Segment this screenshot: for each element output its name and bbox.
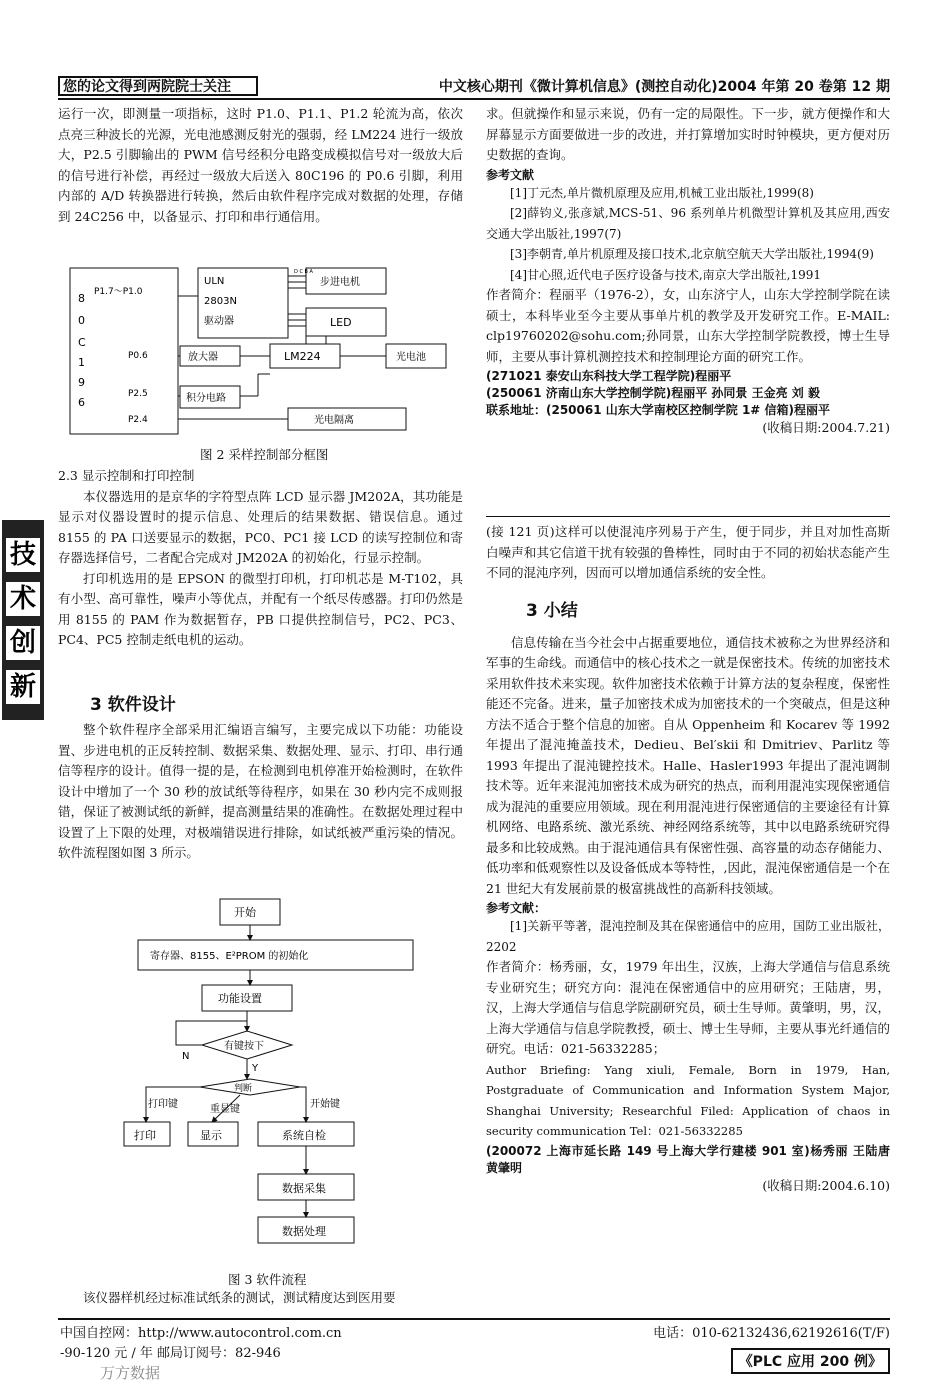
divider [486,516,890,517]
flow-start-key: 开始键 [310,1099,340,1110]
footer-phone: 电话：010-62132436,62192616(T/F) [653,1326,890,1341]
section-2-3-title: 2.3 显示控制和打印控制 [58,468,195,483]
uln-label: 驱动器 [204,316,234,327]
right-bottom-section [486,522,890,1196]
flow-init: 寄存器、8155、E²PROM 的初始化 [150,951,309,962]
left-top-paragraph: 运行一次，即测量一项指标，这时 P1.0、P1.1、P1.2 轮流为高，依次点亮三种波长的光源，光电池感测反射光的强弱，经 LM224 进行一级放大，P2.5 引脚输出的 PWM 信号经积分电路变成模拟信号对一级放大后的信号进行补偿，再经过一级放大后送入 80C196 的 P0.6 引脚，利用内部的 A/D 转换器进行转换，然后由软件程序完成对数据的处理，存储到 24C256 中，以备显示、打印和串行通信用。 [58,106,463,224]
author-bio: 作者简介：杨秀丽，女，1979 年出生，汉族，上海大学通信与信息系统专业研究生；研究方向：混沌在保密通信中的应用研究；王陆唐，男，汉，上海大学通信与信息学院副研究员，硕士生导师。黄肇明，男，汉，上海大学通信与信息学院教授，硕士、博士生导师，主要从事光纤通信的研究。电话：021-56332285； [486,959,890,1056]
paragraph: 本仪器选用的是京华的字符型点阵 LCD 显示器 JM202A，其功能是显示对仪器设置时的提示信息、处理后的结果数据、错误信息。通过 8155 的 PA 口送要显示的数据，PC0、PC1 接 LCD 的读写控制位和寄存器选择信号，二者配合完成对 JM202A 的初始化，行显示控制。 [58,488,463,565]
flow-key: 有键按下 [224,1041,264,1052]
pin-p17: P1.7～P1.0 [94,287,143,297]
flow-print: 打印 [134,1129,156,1142]
flow-n: N [182,1051,190,1062]
pins-label: D C B A [294,269,313,275]
flow-judge: 判断 [234,1084,253,1094]
footer-site: 中国自控网：http://www.autocontrol.com.cn [60,1326,342,1341]
references-title: 参考文献： [486,901,547,915]
side-tab [2,520,44,720]
reference-item: [1]丁元杰,单片微机原理及应用,机械工业出版社,1999(8) [510,185,814,200]
address: (200072 上海市延长路 149 号上海大学行建楼 901 室)杨秀丽 王陆唐 黄肇明 [486,1143,890,1175]
reference-item: [1]关新平等著，混沌控制及其在保密通信中的应用，国防工业出版社，2202 [486,919,890,954]
paragraph: 求。但就操作和显示来说，仍有一定的局限性。下一步，就方便操作和大屏幕显示方面要做进一步的改进，并打算增加实时时钟模块，更方便对历史数据的查询。 [486,106,890,162]
section-3-title: 3 软件设计 [90,695,176,715]
flow-redisplay-key: 重显键 [210,1104,240,1115]
paragraph: (接 121 页)这样可以使混沌序列易于产生，便于同步，并且对加性高斯白噪声和其它信道干扰有较强的鲁棒性，同时由于不同的初始状态能产生不同的混沌序列，因而可以增加通信系统的安全性。 [486,524,890,580]
figure-2-block-diagram [58,262,468,442]
flow-collect: 数据采集 [282,1182,326,1195]
footer-rule [58,1318,890,1320]
iso-label: 光电隔离 [314,415,354,426]
flow-y: Y [252,1063,259,1074]
paragraph: 信息传输在当今社会中占据重要地位，通信技术被称之为世界经济和军事的生命线。而通信中的核心技术之一就是保密技术。传统的加密技术采用软件技术来实现。软件加密技术依赖于计算方法的复杂程度，保密性能还不完备。进来，量子加密技术成为加密技术的一个突破点，但是这种方法不适合于整个信息的加密。自从 Oppenheim 和 Kocarev 等 1992 年提出了混沌掩盖技术，Dedieu、Bel′skii 和 Dmitriev、Parlitz 等 1993 年提出了混沌键控技术。Halle、Hasler1993 年提出了混沌调制技术等。近年来混沌加密技术成为研究的热点，而利用混沌实现保密通信成为混沌的重要应用领域。现在利用混沌进行保密通信的主要途径有计算机网络、电路系统、激光系统、神经网络系统等，其中以电路系统研究得最多和比较成熟。由于混沌通信具有保密性强、高容量的动态存储能力、低功率和低观察性以及设备低成本等特性，,因此，混沌保密通信是一个在 21 世纪大有发展前景的极富挑战性的高新科技领域。 [486,634,890,896]
side-char: 新 [6,670,40,704]
right-top-section [486,104,890,439]
mcu-label: 9 [78,376,85,389]
author-briefing: Author Briefing: Yang xiuli, Female, Born in 1979, Han, Postgraduate of Communication and Information System Major, Shanghai University; Researchful Filed: Application of chaos in security communication Tel：021-56332285 [486,1062,890,1138]
side-char: 术 [6,582,40,616]
section-3-body: 整个软件程序全部采用汇编语言编写，主要完成以下功能：功能设置、步进电机的正反转控制、数据采集、数据处理、显示、打印、串行通信等程序的设计。值得一提的是，在检测到电机停准开始检测时，在软件设计中增加了一个 30 秒的放试纸等待程序，如果在 30 秒内完不成则报错，保证了被测试纸的新鲜，提高测量结果的准确性。在数据处理过程中设置了上下限的处理，对极端错误进行排除，如试纸被严重污染的情况。软件流程图如图 3 所示。 [58,722,463,860]
mcu-label: 8 [78,292,85,305]
reference-item: [2]薛钧义,张彦斌,MCS-51、96 系列单片机微型计算机及其应用,西安交通大学出版社,1997(7) [486,206,890,241]
pin-p25: P2.5 [128,389,148,399]
figure-3-flowchart [110,895,450,1265]
fig2-caption: 图 2 采样控制部分框图 [200,447,329,462]
references-title: 参考文献 [486,167,535,182]
mcu-label: 1 [78,356,85,369]
fig3-caption: 图 3 软件流程 [228,1272,307,1287]
flow-start: 开始 [234,906,256,919]
pin-p24: P2.4 [128,415,148,425]
reference-item: [3]李朝青,单片机原理及接口技术,北京航空航天大学出版社,1994(9) [510,247,874,261]
watermark: 万方数据 [100,1364,161,1382]
address: (271021 泰安山东科技大学工程学院)程丽平 [486,369,732,383]
lm224-label: LM224 [284,350,321,363]
integ-label: 积分电路 [186,393,226,404]
journal-title: 中文核心期刊《微计算机信息》(测控自动化)2004 年第 20 卷第 12 期 [438,79,890,95]
header-banner: 您的论文得到两院院士关注 [58,76,258,96]
received-date: (收稿日期:2004.7.21) [762,420,890,435]
flow-selfcheck: 系统自检 [282,1129,326,1142]
section-title: 3 小结 [526,600,578,621]
received-date: (收稿日期:2004.6.10) [762,1177,890,1193]
mcu-label: 0 [78,314,85,327]
flow-process: 数据处理 [282,1225,326,1238]
flow-display: 显示 [200,1129,222,1142]
section-2-3 [58,466,463,651]
side-char: 技 [6,538,40,572]
amp-label: 放大器 [188,352,218,363]
mcu-label: 6 [78,396,85,409]
cell-label: 光电池 [396,352,426,363]
address: 联系地址：(250061 山东大学南校区控制学院 1# 信箱)程丽平 [486,403,831,417]
flow-setup: 功能设置 [218,992,262,1005]
left-bottom-paragraph: 该仪器样机经过标准试纸条的测试，测试精度达到医用要 [83,1290,396,1305]
pin-p06: P0.6 [128,351,148,361]
uln-label: ULN [204,276,225,287]
uln-label: 2803N [204,296,237,307]
mcu-label: C [78,336,86,349]
reference-item: [4]甘心照,近代电子医疗设备与技术,南京大学出版社,1991 [510,267,821,282]
address: (250061 济南山东大学控制学院)程丽平 孙同景 王金亮 刘 毅 [486,386,820,400]
author-bio: 作者简介：程丽平（1976-2），女，山东济宁人，山东大学控制学院在读硕士，本科毕业至今主要从事单片机的教学及开发研究工作。E-MAIL: clp19760202@sohu.com;孙同景，山东大学控制学院教授，博士生导师，主要从事计算机测控技术和控制理论方面的研究工作。 [486,287,890,364]
flow-print-key: 打印键 [148,1099,178,1110]
motor-label: 步进电机 [320,277,360,288]
led-label: LED [330,316,352,329]
footer-price: -90-120 元 / 年 邮局订阅号：82-946 [60,1346,281,1361]
plc-badge: 《PLC 应用 200 例》 [731,1348,890,1374]
header-rule [58,98,890,100]
side-char: 创 [6,626,40,660]
paragraph: 打印机选用的是 EPSON 的微型打印机，打印机芯是 M-T102，具有小型、高可靠性，噪声小等优点，并配有一个纸尽传感器。打印仍然是用 8155 的 PAM 作为数据暂存，PB 口提供控制信号，PC2、PC3、PC4、PC5 控制走纸电机的运动。 [58,570,463,647]
